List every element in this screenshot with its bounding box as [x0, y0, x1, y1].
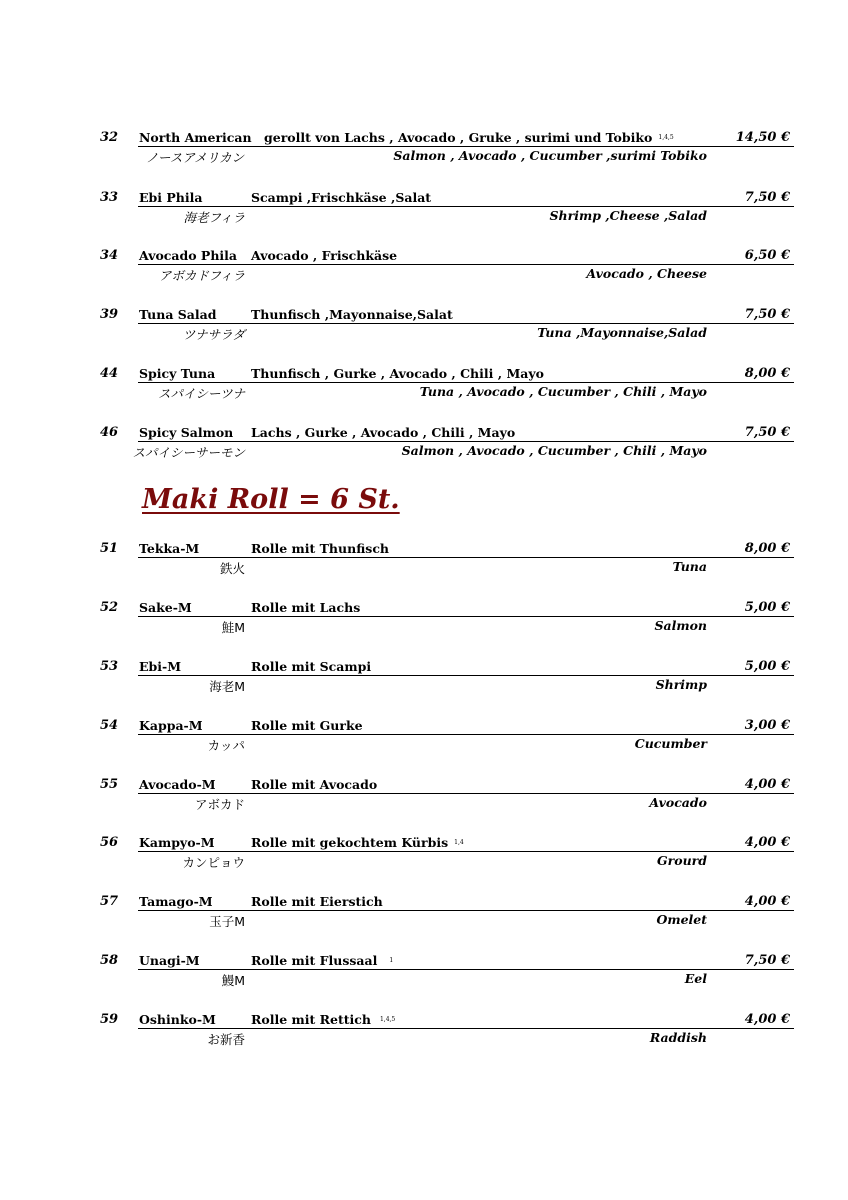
menu-item	[0, 366, 848, 406]
item-description: Avocado , Frischkäse	[251, 248, 398, 263]
item-description-text: Rolle mit Rettich	[251, 1012, 371, 1027]
item-name: Oshinko-M	[139, 1012, 216, 1027]
item-price: 8,00 €	[744, 541, 790, 556]
item-price: 7,50 €	[744, 425, 790, 440]
item-english-description: Shrimp	[655, 677, 707, 692]
item-price: 5,00 €	[744, 659, 790, 674]
item-price: 5,00 €	[744, 600, 790, 615]
item-number: 55	[100, 777, 119, 792]
item-english-description: Salmon	[654, 618, 707, 633]
item-name: Kampyo-M	[139, 835, 215, 850]
divider	[138, 616, 794, 617]
item-japanese-name: アボカド	[194, 797, 245, 812]
item-name: Kappa-M	[139, 718, 203, 733]
divider	[138, 910, 794, 911]
item-description: Rolle mit Lachs	[251, 600, 361, 615]
item-english-description: Avocado , Cheese	[586, 266, 707, 281]
item-name: Ebi-M	[139, 659, 182, 674]
item-description: Lachs , Gurke , Avocado , Chili , Mayo	[251, 425, 516, 440]
item-description: Rolle mit Gurke	[251, 718, 363, 733]
divider	[138, 793, 794, 794]
divider	[138, 851, 794, 852]
item-footnote: 1	[389, 957, 394, 964]
divider	[138, 441, 794, 442]
item-japanese-name: カンピョウ	[182, 855, 245, 870]
item-description: Rolle mit Eierstich	[251, 894, 383, 909]
item-japanese-name: カッパ	[207, 738, 245, 753]
item-japanese-name: 鰻M	[221, 973, 245, 988]
menu-item	[0, 953, 848, 993]
item-price: 7,50 €	[744, 190, 790, 205]
item-number: 39	[100, 307, 119, 322]
item-name: Spicy Salmon	[139, 425, 234, 440]
divider	[138, 969, 794, 970]
item-price: 3,00 €	[744, 718, 790, 733]
item-price: 6,50 €	[744, 248, 790, 263]
menu-item	[0, 130, 848, 170]
item-number: 56	[100, 835, 119, 850]
item-english-description: Grourd	[656, 853, 707, 868]
divider	[138, 675, 794, 676]
item-english-description: Salmon , Avocado , Cucumber ,surimi Tobiko	[393, 148, 707, 163]
menu-item	[0, 835, 848, 875]
item-name: Tuna Salad	[139, 307, 217, 322]
item-description: Rolle mit Avocado	[251, 777, 378, 792]
item-japanese-name: 鮭M	[221, 620, 245, 635]
item-footnote: 1,4,5	[658, 134, 674, 141]
menu-item	[0, 777, 848, 817]
menu-item	[0, 307, 848, 347]
item-description-text: Rolle mit gekochtem Kürbis	[251, 835, 449, 850]
menu-item	[0, 190, 848, 230]
item-name: Tamago-M	[139, 894, 213, 909]
item-description: Thunfisch ,Mayonnaise,Salat	[251, 307, 453, 322]
item-name: Avocado Phila	[139, 248, 238, 263]
item-japanese-name: スパイシーツナ	[157, 386, 245, 401]
divider	[138, 557, 794, 558]
item-price: 4,00 €	[744, 777, 790, 792]
item-number: 32	[100, 130, 119, 145]
item-japanese-name: 玉子M	[209, 914, 245, 929]
item-number: 53	[100, 659, 119, 674]
item-description	[251, 953, 393, 968]
item-price: 4,00 €	[744, 835, 790, 850]
item-english-description: Eel	[684, 971, 707, 986]
item-description	[251, 1012, 395, 1027]
item-description	[264, 130, 674, 145]
item-number: 58	[100, 953, 119, 968]
item-number: 59	[100, 1012, 119, 1027]
divider	[138, 382, 794, 383]
menu-item	[0, 541, 848, 581]
item-english-description: Tuna	[672, 559, 707, 574]
item-name: North American	[139, 130, 252, 145]
item-description: Rolle mit Scampi	[251, 659, 372, 674]
item-price: 4,00 €	[744, 894, 790, 909]
item-name: Avocado-M	[139, 777, 216, 792]
divider	[138, 1028, 794, 1029]
item-price: 8,00 €	[744, 366, 790, 381]
menu-item	[0, 425, 848, 465]
menu-item	[0, 718, 848, 758]
item-english-description: Salmon , Avocado , Cucumber , Chili , Mayo	[401, 443, 707, 458]
item-japanese-name: スパイシーサーモン	[132, 445, 245, 460]
item-name: Spicy Tuna	[139, 366, 216, 381]
menu-item	[0, 600, 848, 640]
item-description-text: gerollt von Lachs , Avocado , Gruke , surimi und Tobiko	[264, 130, 653, 145]
item-footnote: 1,4	[454, 839, 464, 846]
item-japanese-name: 鉄火	[219, 561, 245, 576]
item-japanese-name: 海老M	[209, 679, 245, 694]
item-english-description: Tuna ,Mayonnaise,Salad	[537, 325, 707, 340]
section-title: Maki Roll = 6 St.	[142, 484, 400, 515]
item-description-text: Rolle mit Flussaal	[251, 953, 378, 968]
item-name: Sake-M	[139, 600, 192, 615]
item-number: 57	[100, 894, 119, 909]
item-japanese-name: ツナサラダ	[182, 327, 245, 342]
item-english-description: Avocado	[649, 795, 707, 810]
item-description: Scampi ,Frischkäse ,Salat	[251, 190, 432, 205]
item-number: 51	[100, 541, 119, 556]
item-english-description: Tuna , Avocado , Cucumber , Chili , Mayo	[419, 384, 707, 399]
divider	[138, 146, 794, 147]
divider	[138, 734, 794, 735]
item-number: 33	[100, 190, 119, 205]
item-footnote: 1,4,5	[379, 1016, 396, 1023]
divider	[138, 264, 794, 265]
menu-item	[0, 894, 848, 934]
item-japanese-name: アボカドフィラ	[158, 268, 245, 283]
item-number: 46	[100, 425, 119, 440]
item-number: 52	[100, 600, 119, 615]
item-japanese-name: お新香	[207, 1032, 245, 1047]
item-english-description: Cucumber	[634, 736, 707, 751]
item-price: 7,50 €	[744, 953, 790, 968]
menu-item	[0, 248, 848, 288]
item-description: Rolle mit Thunfisch	[251, 541, 390, 556]
item-english-description: Raddish	[649, 1030, 707, 1045]
item-name: Tekka-M	[139, 541, 200, 556]
item-price: 14,50 €	[735, 130, 790, 145]
menu-item	[0, 1012, 848, 1052]
item-japanese-name: 海老フィラ	[183, 210, 245, 225]
divider	[138, 206, 794, 207]
item-english-description: Shrimp ,Cheese ,Salad	[549, 208, 707, 223]
item-price: 4,00 €	[744, 1012, 790, 1027]
item-english-description: Omelet	[656, 912, 707, 927]
item-price: 7,50 €	[744, 307, 790, 322]
menu-item	[0, 659, 848, 699]
item-name: Ebi Phila	[139, 190, 203, 205]
item-name: Unagi-M	[139, 953, 200, 968]
divider	[138, 323, 794, 324]
item-description	[251, 835, 464, 850]
item-number: 34	[100, 248, 119, 263]
item-japanese-name: ノースアメリカン	[145, 150, 244, 165]
item-number: 44	[100, 366, 119, 381]
item-number: 54	[100, 718, 119, 733]
item-description: Thunfisch , Gurke , Avocado , Chili , Mayo	[251, 366, 544, 381]
